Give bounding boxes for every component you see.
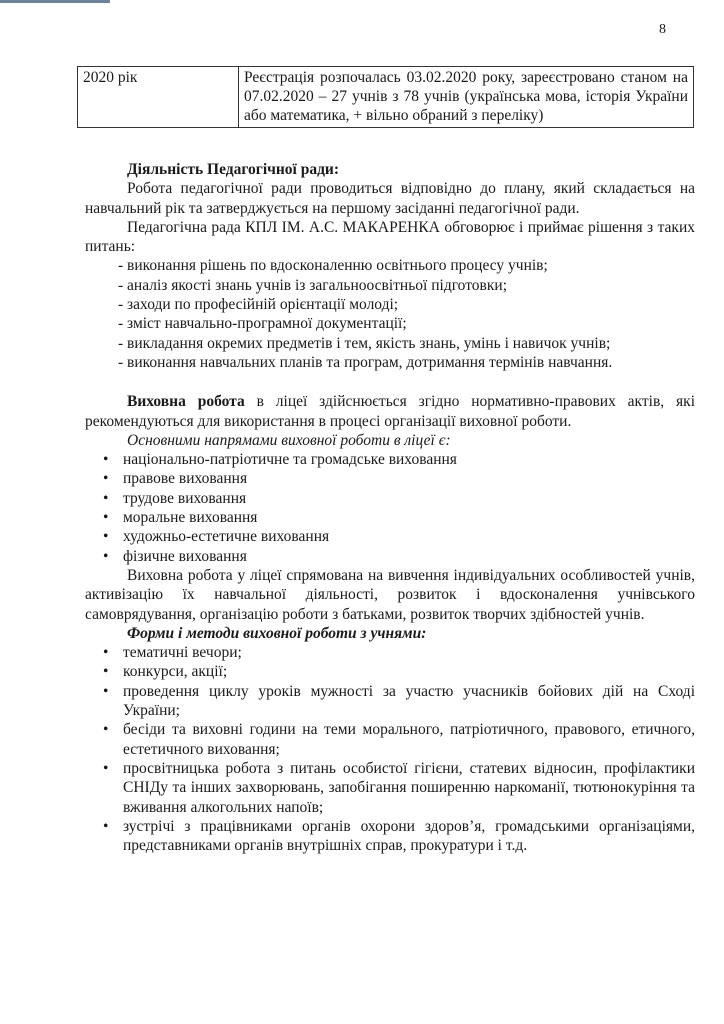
directions-list xyxy=(85,450,695,566)
bullet-icon: • xyxy=(103,528,109,546)
list-item: • проведення циклу уроків мужності за участю учасників бойових дій на Сході України; xyxy=(103,682,695,720)
education-aim-paragraph: Виховна робота у ліцеї спрямована на вивчення індивідуальних особливостей учнів, активізацію їх навчальної діяльності, розвиток і вдосконалення учнівського самоврядування, організацію роботи з батьками, розвиток творчих здібностей учнів. xyxy=(85,566,695,623)
list-item: - викладання окремих предметів і тем, якість знань, умінь і навичок учнів; xyxy=(118,334,611,352)
council-heading: Діяльність Педагогічної ради: xyxy=(127,161,340,178)
bullet-icon: • xyxy=(103,759,109,777)
bullet-icon: • xyxy=(103,470,109,488)
bullet-icon: • xyxy=(103,509,109,527)
list-item: • тематичні вечори; xyxy=(103,644,242,662)
table-row xyxy=(78,67,694,128)
list-item: • національно-патріотичне та громадське виховання xyxy=(103,451,457,469)
education-intro xyxy=(85,392,695,431)
list-item: - аналіз якості знань учнів із загальноосвітньої підготовки; xyxy=(118,276,507,294)
table-cell-registration: Реєстрація розпочалась 03.02.2020 року, зареєстровано станом на 07.02.2020 – 27 учнів з 78 учнів (українська мова, історія України або математика, + вільно обраний з переліку) xyxy=(239,67,694,128)
bullet-icon: • xyxy=(103,682,109,700)
list-item: - виконання рішень по вдосконаленню освітнього процесу учнів; xyxy=(118,257,548,275)
bullet-icon: • xyxy=(103,644,109,662)
registration-table xyxy=(77,66,694,128)
scan-edge-mark xyxy=(0,0,110,3)
bullet-icon: • xyxy=(103,721,109,739)
table-cell-year: 2020 рік xyxy=(78,67,239,128)
directions-heading: Основними напрямами виховної роботи в ліцеї є: xyxy=(127,431,451,449)
list-item: • художньо-естетичне виховання xyxy=(103,528,330,546)
list-item: - виконання навчальних планів та програм, дотримання термінів навчання. xyxy=(118,353,613,371)
list-item: • правове виховання xyxy=(103,470,248,488)
list-item: • бесіди та виховні години на теми морального, патріотичного, правового, етичного, естетичного виховання; xyxy=(103,721,695,758)
section-gap xyxy=(85,372,695,392)
list-item: • моральне виховання xyxy=(103,509,258,527)
bullet-icon: • xyxy=(103,817,109,835)
council-paragraph-2: Педагогічна рада КПЛ ІМ. А.С. МАКАРЕНКА обговорює і приймає рішення з таких питань: xyxy=(85,218,695,256)
forms-list xyxy=(85,643,695,855)
council-paragraph-1: Робота педагогічної ради проводиться відповідно до плану, який складається на навчальний рік та затверджується на першому засіданні педагогічної ради. xyxy=(85,180,695,217)
bullet-icon: • xyxy=(103,451,109,469)
education-intro-bold: Виховна робота xyxy=(127,393,245,411)
list-item: • трудове виховання xyxy=(103,489,247,507)
page-number: 8 xyxy=(659,22,666,37)
list-item: - зміст навчально-програмної документації; xyxy=(118,315,407,333)
forms-heading: Форми і методи виховної роботи з учнями: xyxy=(127,624,427,642)
bullet-icon: • xyxy=(103,663,109,681)
bullet-icon: • xyxy=(103,489,109,507)
education-intro-text: в ліцеї здійснюється згідно нормативно-правових актів, які рекомендуються для використання в процесі організації виховної роботи. xyxy=(85,393,695,430)
list-item: • конкурси, акції; xyxy=(103,663,228,681)
list-item: • фізичне виховання xyxy=(103,547,247,565)
council-issues-list xyxy=(85,256,695,372)
list-item: - заходи по професійній орієнтації молоді; xyxy=(118,296,399,314)
bullet-icon: • xyxy=(103,547,109,565)
main-content xyxy=(85,160,695,855)
list-item: • зустрічі з працівниками органів охорони здоров’я, громадськими організаціями, представниками органів внутрішніх справ, прокуратури і т.д. xyxy=(103,817,695,855)
list-item: • просвітницька робота з питань особистої гігієни, статевих відносин, профілактики СНІДу та інших захворювань, запобігання поширенню наркоманії, тютюнокуріння та вживання алкогольних напоїв; xyxy=(103,759,695,816)
